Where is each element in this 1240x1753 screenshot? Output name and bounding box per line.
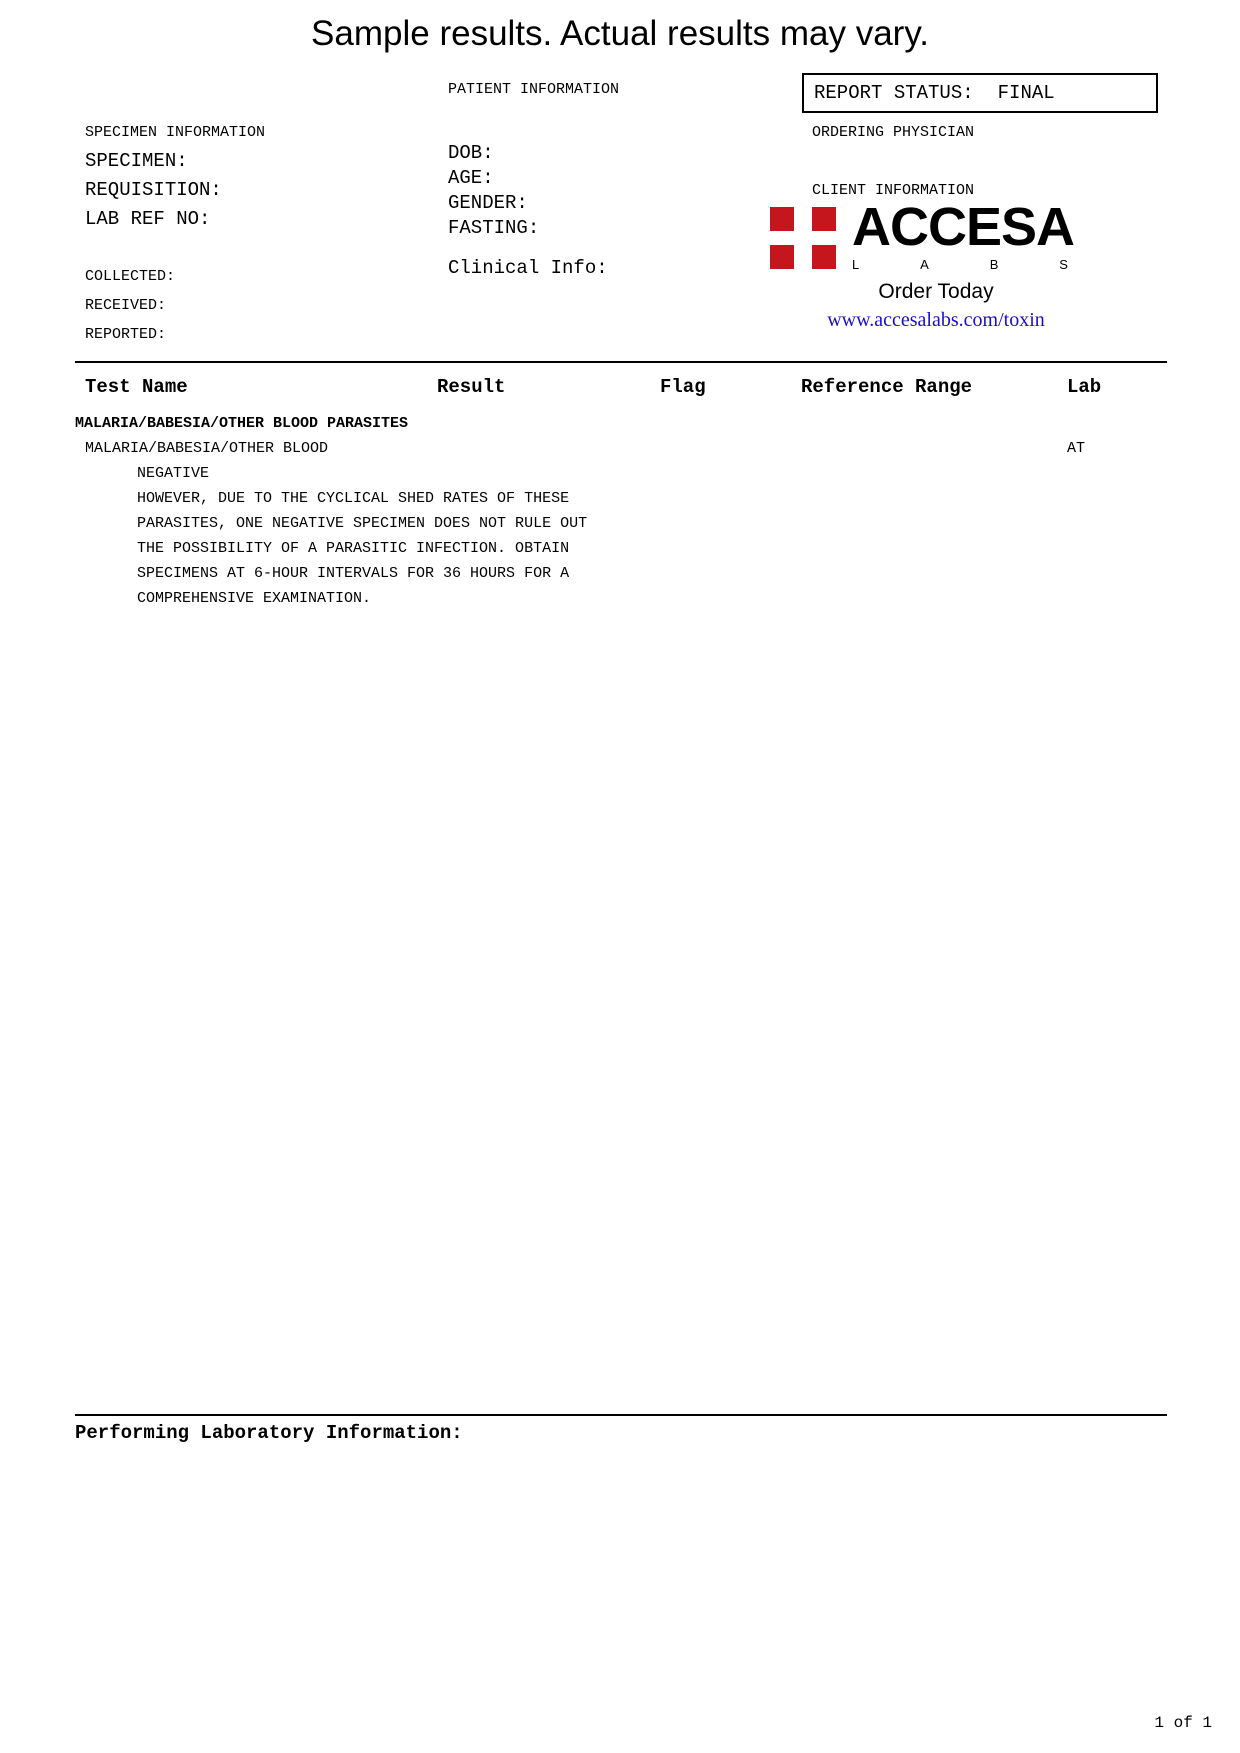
report-status-value: FINAL	[997, 82, 1055, 104]
test-lab-code: AT	[1067, 440, 1086, 457]
logo-subtitle	[852, 257, 1068, 273]
column-header-flag: Flag	[660, 376, 706, 398]
ordering-physician-heading: ORDERING PHYSICIAN	[812, 124, 975, 141]
received-label: RECEIVED:	[85, 297, 167, 314]
column-header-lab: Lab	[1067, 376, 1102, 398]
column-header-reference-range: Reference Range	[801, 376, 973, 398]
header-divider	[75, 361, 1167, 363]
order-link[interactable]: www.accesalabs.com/toxin	[827, 309, 1045, 331]
logo-sub-letter: S	[1059, 257, 1068, 272]
logo-sub-letter: L	[852, 257, 860, 272]
result-line: NEGATIVE	[137, 465, 210, 482]
client-information-heading: CLIENT INFORMATION	[812, 182, 975, 199]
result-line: PARASITES, ONE NEGATIVE SPECIMEN DOES NOT RULE OUT	[137, 515, 588, 532]
patient-information-heading: PATIENT INFORMATION	[448, 81, 620, 98]
performing-laboratory-heading: Performing Laboratory Information:	[75, 1422, 463, 1444]
lab-ref-no-label: LAB REF NO:	[85, 208, 211, 230]
logo-square-top-left	[770, 207, 794, 231]
result-line: HOWEVER, DUE TO THE CYCLICAL SHED RATES OF THESE	[137, 490, 570, 507]
logo-square-top-right	[812, 207, 836, 231]
collected-label: COLLECTED:	[85, 268, 176, 285]
result-line: COMPREHENSIVE EXAMINATION.	[137, 590, 372, 607]
column-header-result: Result	[437, 376, 506, 398]
test-name: MALARIA/BABESIA/OTHER BLOOD	[85, 440, 329, 457]
result-line: SPECIMENS AT 6-HOUR INTERVALS FOR 36 HOURS FOR A	[137, 565, 570, 582]
logo-wordmark: ACCESA	[852, 197, 1075, 257]
page-number: 1 of 1	[1154, 1714, 1212, 1732]
gender-label: GENDER:	[448, 192, 528, 214]
footer-divider	[75, 1414, 1167, 1416]
column-header-test-name: Test Name	[85, 376, 188, 398]
logo-square-bottom-right	[812, 245, 836, 269]
specimen-label: SPECIMEN:	[85, 150, 188, 172]
logo-sub-letter: B	[989, 257, 999, 272]
logo-square-bottom-left	[770, 245, 794, 269]
specimen-information-heading: SPECIMEN INFORMATION	[85, 124, 266, 141]
report-status-label: REPORT STATUS:	[814, 82, 974, 104]
reported-label: REPORTED:	[85, 326, 167, 343]
age-label: AGE:	[448, 167, 494, 189]
order-today-text: Order Today	[878, 280, 994, 303]
clinical-info-label: Clinical Info:	[448, 257, 608, 279]
sample-results-banner: Sample results. Actual results may vary.	[311, 14, 929, 53]
requisition-label: REQUISITION:	[85, 179, 222, 201]
test-section-title: MALARIA/BABESIA/OTHER BLOOD PARASITES	[75, 415, 409, 432]
logo-sub-letter: A	[920, 257, 929, 272]
report-status-box	[802, 73, 1158, 113]
dob-label: DOB:	[448, 142, 494, 164]
result-line: THE POSSIBILITY OF A PARASITIC INFECTION. OBTAIN	[137, 540, 570, 557]
fasting-label: FASTING:	[448, 217, 540, 239]
